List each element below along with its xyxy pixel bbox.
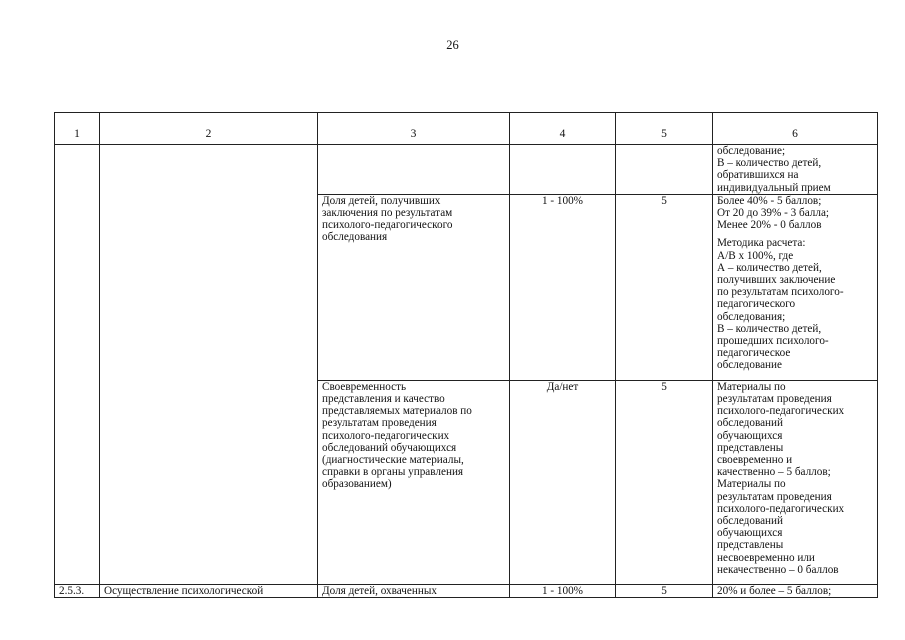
activity-cell: Осуществление психологической xyxy=(100,584,318,597)
header-col-1: 1 xyxy=(55,113,100,145)
header-col-4: 4 xyxy=(510,113,616,145)
indicator-cell xyxy=(318,145,510,195)
page-number: 26 xyxy=(446,38,459,52)
range-cell: Да/нет xyxy=(510,380,616,584)
activity-cell xyxy=(100,145,318,585)
table-row xyxy=(55,584,878,597)
row-number-cell xyxy=(55,145,100,585)
table-row xyxy=(55,145,878,195)
criteria-table xyxy=(54,112,878,598)
indicator-cell: Своевременность представления и качество представляемых материалов по результатам проведения психолого-педагогических обследований обучающихся (диагностические материалы, справки в органы управления образованием) xyxy=(318,380,510,584)
header-col-6: 6 xyxy=(713,113,878,145)
criteria-cell: обследование; В – количество детей, обратившихся на индивидуальный прием xyxy=(713,145,878,195)
range-cell: 1 - 100% xyxy=(510,584,616,597)
points-cell: 5 xyxy=(616,194,713,380)
points-cell xyxy=(616,145,713,195)
points-cell: 5 xyxy=(616,380,713,584)
range-cell: 1 - 100% xyxy=(510,194,616,380)
header-col-2: 2 xyxy=(100,113,318,145)
criteria-cell: Материалы по результатам проведения психолого-педагогических обследований обучающихся представлены своевременно и качественно – 5 баллов; Материалы по результатам проведения психолого-педагогических обследований обучающихся представлены несвоевременно или некачественно – 0 баллов xyxy=(713,380,878,584)
points-cell: 5 xyxy=(616,584,713,597)
indicator-cell: Доля детей, охваченных xyxy=(318,584,510,597)
criteria-cell: Более 40% - 5 баллов; От 20 до 39% - 3 балла; Менее 20% - 0 баллов Методика расчета: А/В х 100%, где А – количество детей, получивших заключение по результатам психолого- педагогического обследования; В – количество детей, прошедших психолого- педагогическое обследование xyxy=(713,194,878,380)
row-number-cell: 2.5.3. xyxy=(55,584,100,597)
indicator-cell: Доля детей, получивших заключения по результатам психолого-педагогического обследования xyxy=(318,194,510,380)
range-cell xyxy=(510,145,616,195)
header-col-5: 5 xyxy=(616,113,713,145)
header-col-3: 3 xyxy=(318,113,510,145)
criteria-cell: 20% и более – 5 баллов; xyxy=(713,584,878,597)
header-row xyxy=(55,113,878,145)
